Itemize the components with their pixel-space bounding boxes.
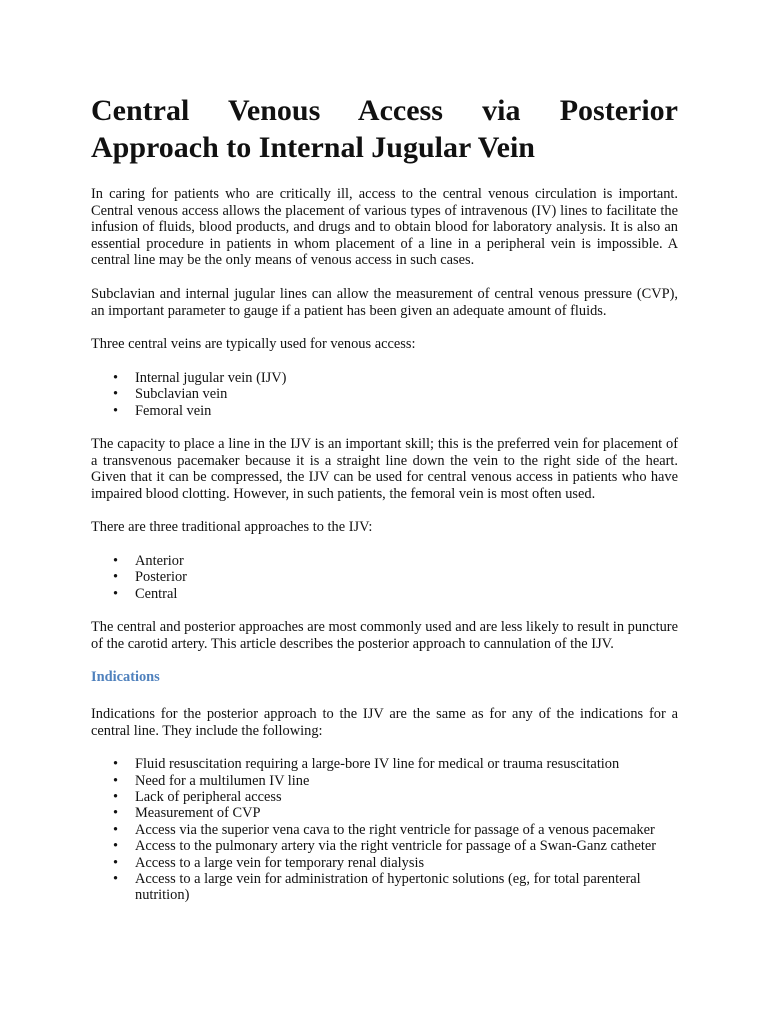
list-item-text: Need for a multilumen IV line: [135, 772, 310, 789]
list-item-text: Access to a large vein for temporary renal dialysis: [135, 854, 425, 871]
bullet: •: [113, 569, 119, 586]
bullet: •: [113, 838, 119, 855]
list-item: [91, 386, 678, 402]
ijv-capacity-paragraph: The capacity to place a line in the IJV is an important skill; this is the preferred vein for placement of a transvenous pacemaker because it is a straight line down the vein to the right side of the heart. Given that it can be compressed, the IJV can be used for central venous access in patients who have impaired blood clotting. However, in such patients, the femoral vein is most often used.: [91, 435, 678, 502]
document-title: [91, 92, 678, 166]
list-item: [91, 855, 678, 871]
intro-paragraph: In caring for patients who are critically ill, access to the central venous circulation is important. Central venous access allows the placement of various types of intravenous (IV) lines to facilitate the infusion of fluids, blood products, and drugs and to obtain blood for laboratory analysis. It is also an essential procedure in patients in whom placement of a line in a peripheral vein is impossible. A central line may be the only means of venous access in such cases.: [91, 186, 678, 269]
bullet: •: [113, 585, 119, 602]
bullet: •: [113, 402, 119, 419]
list-item-text: Femoral vein: [135, 402, 212, 419]
bullet: •: [113, 821, 119, 838]
list-item: [91, 756, 678, 772]
bullet: •: [113, 805, 119, 822]
list-item-text: Central: [135, 585, 178, 602]
bullet: •: [113, 386, 119, 403]
list-item-text: Lack of peripheral access: [135, 788, 282, 805]
indications-heading: Indications: [91, 669, 160, 686]
list-item-text: Posterior: [135, 569, 187, 586]
list-item: [91, 789, 678, 805]
approaches-intro-paragraph: There are three traditional approaches to the IJV:: [91, 519, 373, 536]
list-item: [91, 838, 678, 854]
approaches-list: [91, 553, 678, 602]
indications-list: [91, 756, 678, 904]
list-item: [91, 822, 678, 838]
indications-intro-paragraph: Indications for the posterior approach to the IJV are the same as for any of the indications for a central line. They include the following:: [91, 705, 678, 739]
list-item-text: Access to a large vein for administration of hypertonic solutions (eg, for total parenteral nutrition): [135, 870, 641, 904]
list-item-text: Anterior: [135, 552, 184, 569]
bullet: •: [113, 788, 119, 805]
list-item: [91, 805, 678, 821]
bullet: •: [113, 756, 119, 773]
document-page: [91, 92, 678, 904]
list-item-text: Access via the superior vena cava to the right ventricle for passage of a venous pacemaker: [135, 821, 655, 838]
approaches-summary-paragraph: The central and posterior approaches are most commonly used and are less likely to result in puncture of the carotid artery. This article describes the posterior approach to cannulation of the IJV.: [91, 619, 678, 652]
veins-intro-paragraph: Three central veins are typically used for venous access:: [91, 336, 416, 353]
veins-list: [91, 370, 678, 419]
cvp-paragraph: Subclavian and internal jugular lines can allow the measurement of central venous pressure (CVP), an important parameter to gauge if a patient has been given an adequate amount of fluids.: [91, 285, 678, 319]
bullet: •: [113, 369, 119, 386]
list-item-text: Internal jugular vein (IJV): [135, 369, 287, 386]
list-item-text: Subclavian vein: [135, 386, 228, 403]
list-item: [91, 773, 678, 789]
bullet: •: [113, 552, 119, 569]
list-item: [91, 586, 678, 602]
bullet: •: [113, 772, 119, 789]
title-line-2: Approach to Internal Jugular Vein: [91, 131, 535, 164]
list-item: [91, 370, 678, 386]
title-line-1: Central Venous Access via Posterior: [91, 94, 678, 127]
list-item: [91, 403, 678, 419]
list-item-text: Access to the pulmonary artery via the right ventricle for passage of a Swan-Ganz catheter: [135, 838, 657, 855]
list-item: [91, 871, 678, 904]
list-item: [91, 553, 678, 569]
bullet: •: [113, 854, 119, 871]
bullet: •: [113, 870, 119, 887]
list-item-text: Measurement of CVP: [135, 805, 261, 822]
list-item-text: Fluid resuscitation requiring a large-bore IV line for medical or trauma resuscitation: [135, 756, 620, 773]
list-item: [91, 569, 678, 585]
